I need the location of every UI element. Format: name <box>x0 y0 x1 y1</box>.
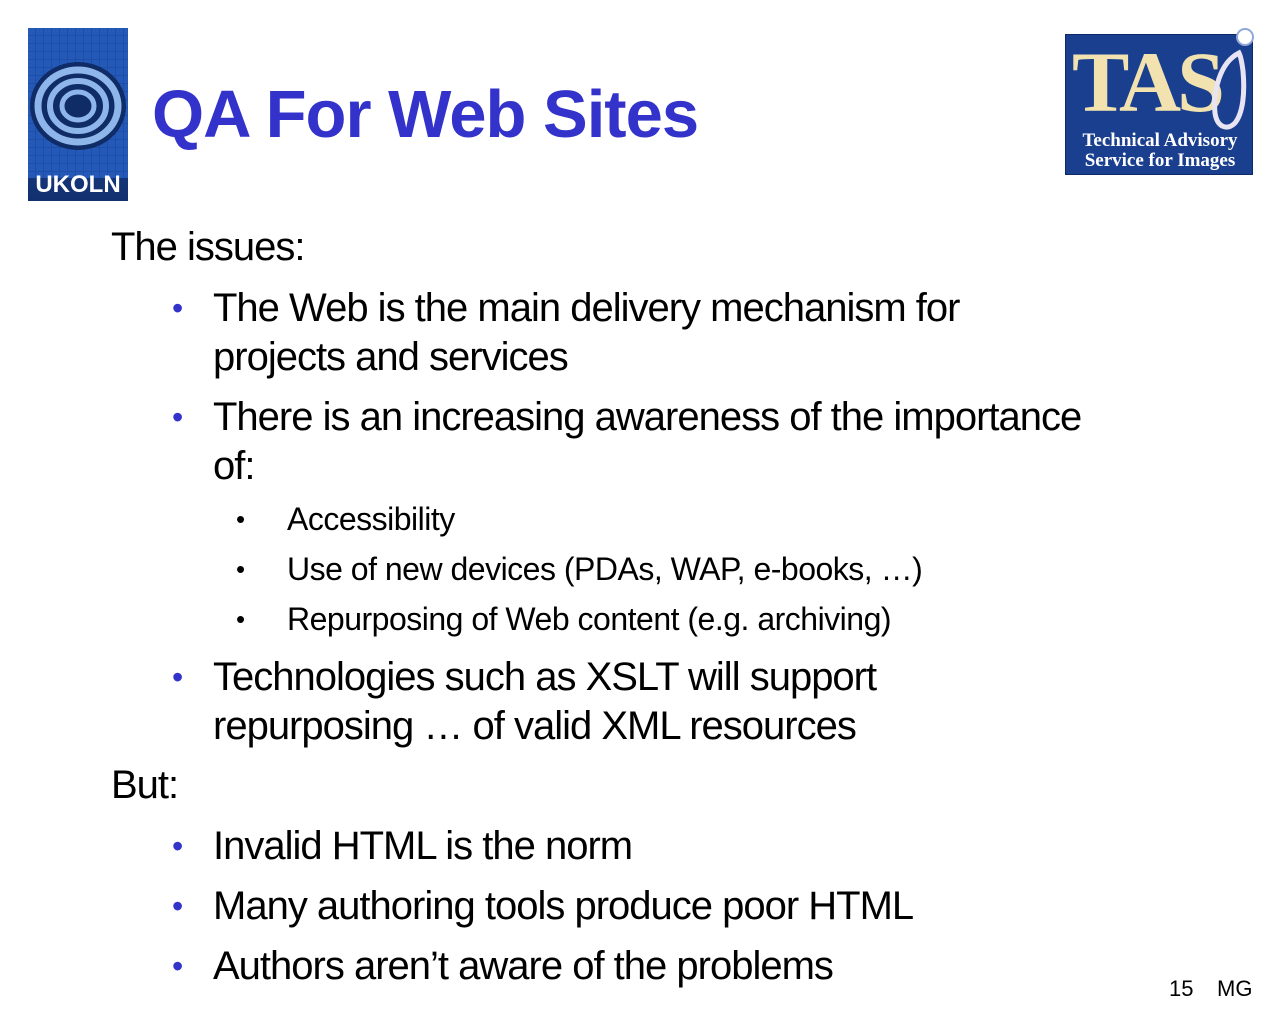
bullet-dot-icon: • <box>172 659 183 695</box>
bullet-text-line: There is an increasing awareness of the importance <box>213 395 1082 439</box>
ukoln-eye-icon <box>28 28 128 178</box>
sub-bullet-text: Accessibility <box>287 501 455 537</box>
bullet-dot-icon: • <box>172 290 183 326</box>
bullet-text-line: repurposing … of valid XML resources <box>213 704 856 748</box>
sub-bullet-dot-icon: • <box>236 554 245 584</box>
section-heading-but: But: <box>111 763 179 807</box>
bullet-text-line: of: <box>213 444 255 488</box>
slide-title: QA For Web Sites <box>152 77 699 152</box>
bullet-dot-icon: • <box>172 888 183 924</box>
bullet-dot-icon: • <box>172 828 183 864</box>
tasi-i-icon <box>1209 23 1257 143</box>
section-heading-issues: The issues: <box>111 225 305 269</box>
sub-bullet-dot-icon: • <box>236 604 245 634</box>
ukoln-logo-text: UKOLN <box>35 171 121 198</box>
tasi-logo-letters: TAS <box>1072 34 1221 130</box>
bullet-dot-icon: • <box>172 948 183 984</box>
bullet-text: Authors aren’t aware of the problems <box>213 944 833 988</box>
bullet-text: Many authoring tools produce poor HTML <box>213 884 914 928</box>
bullet-dot-icon: • <box>172 399 183 435</box>
tasi-logo-line2: Service for Images <box>1084 150 1236 171</box>
sub-bullet-text: Use of new devices (PDAs, WAP, e-books, …) <box>287 551 923 587</box>
tasi-logo <box>1065 34 1253 175</box>
sub-bullet-dot-icon: • <box>236 504 245 534</box>
page-number: 15 <box>1169 976 1194 1001</box>
sub-bullet-text: Repurposing of Web content (e.g. archiving) <box>287 601 892 637</box>
ukoln-logo <box>28 28 128 201</box>
bullet-text: Invalid HTML is the norm <box>213 824 633 868</box>
bullet-text-line: The Web is the main delivery mechanism for <box>213 286 960 330</box>
author-initials: MG <box>1217 976 1253 1001</box>
tasi-logo-line1: Technical Advisory <box>1082 130 1238 151</box>
bullet-text-line: projects and services <box>213 335 568 379</box>
bullet-text-line: Technologies such as XSLT will support <box>213 655 877 699</box>
